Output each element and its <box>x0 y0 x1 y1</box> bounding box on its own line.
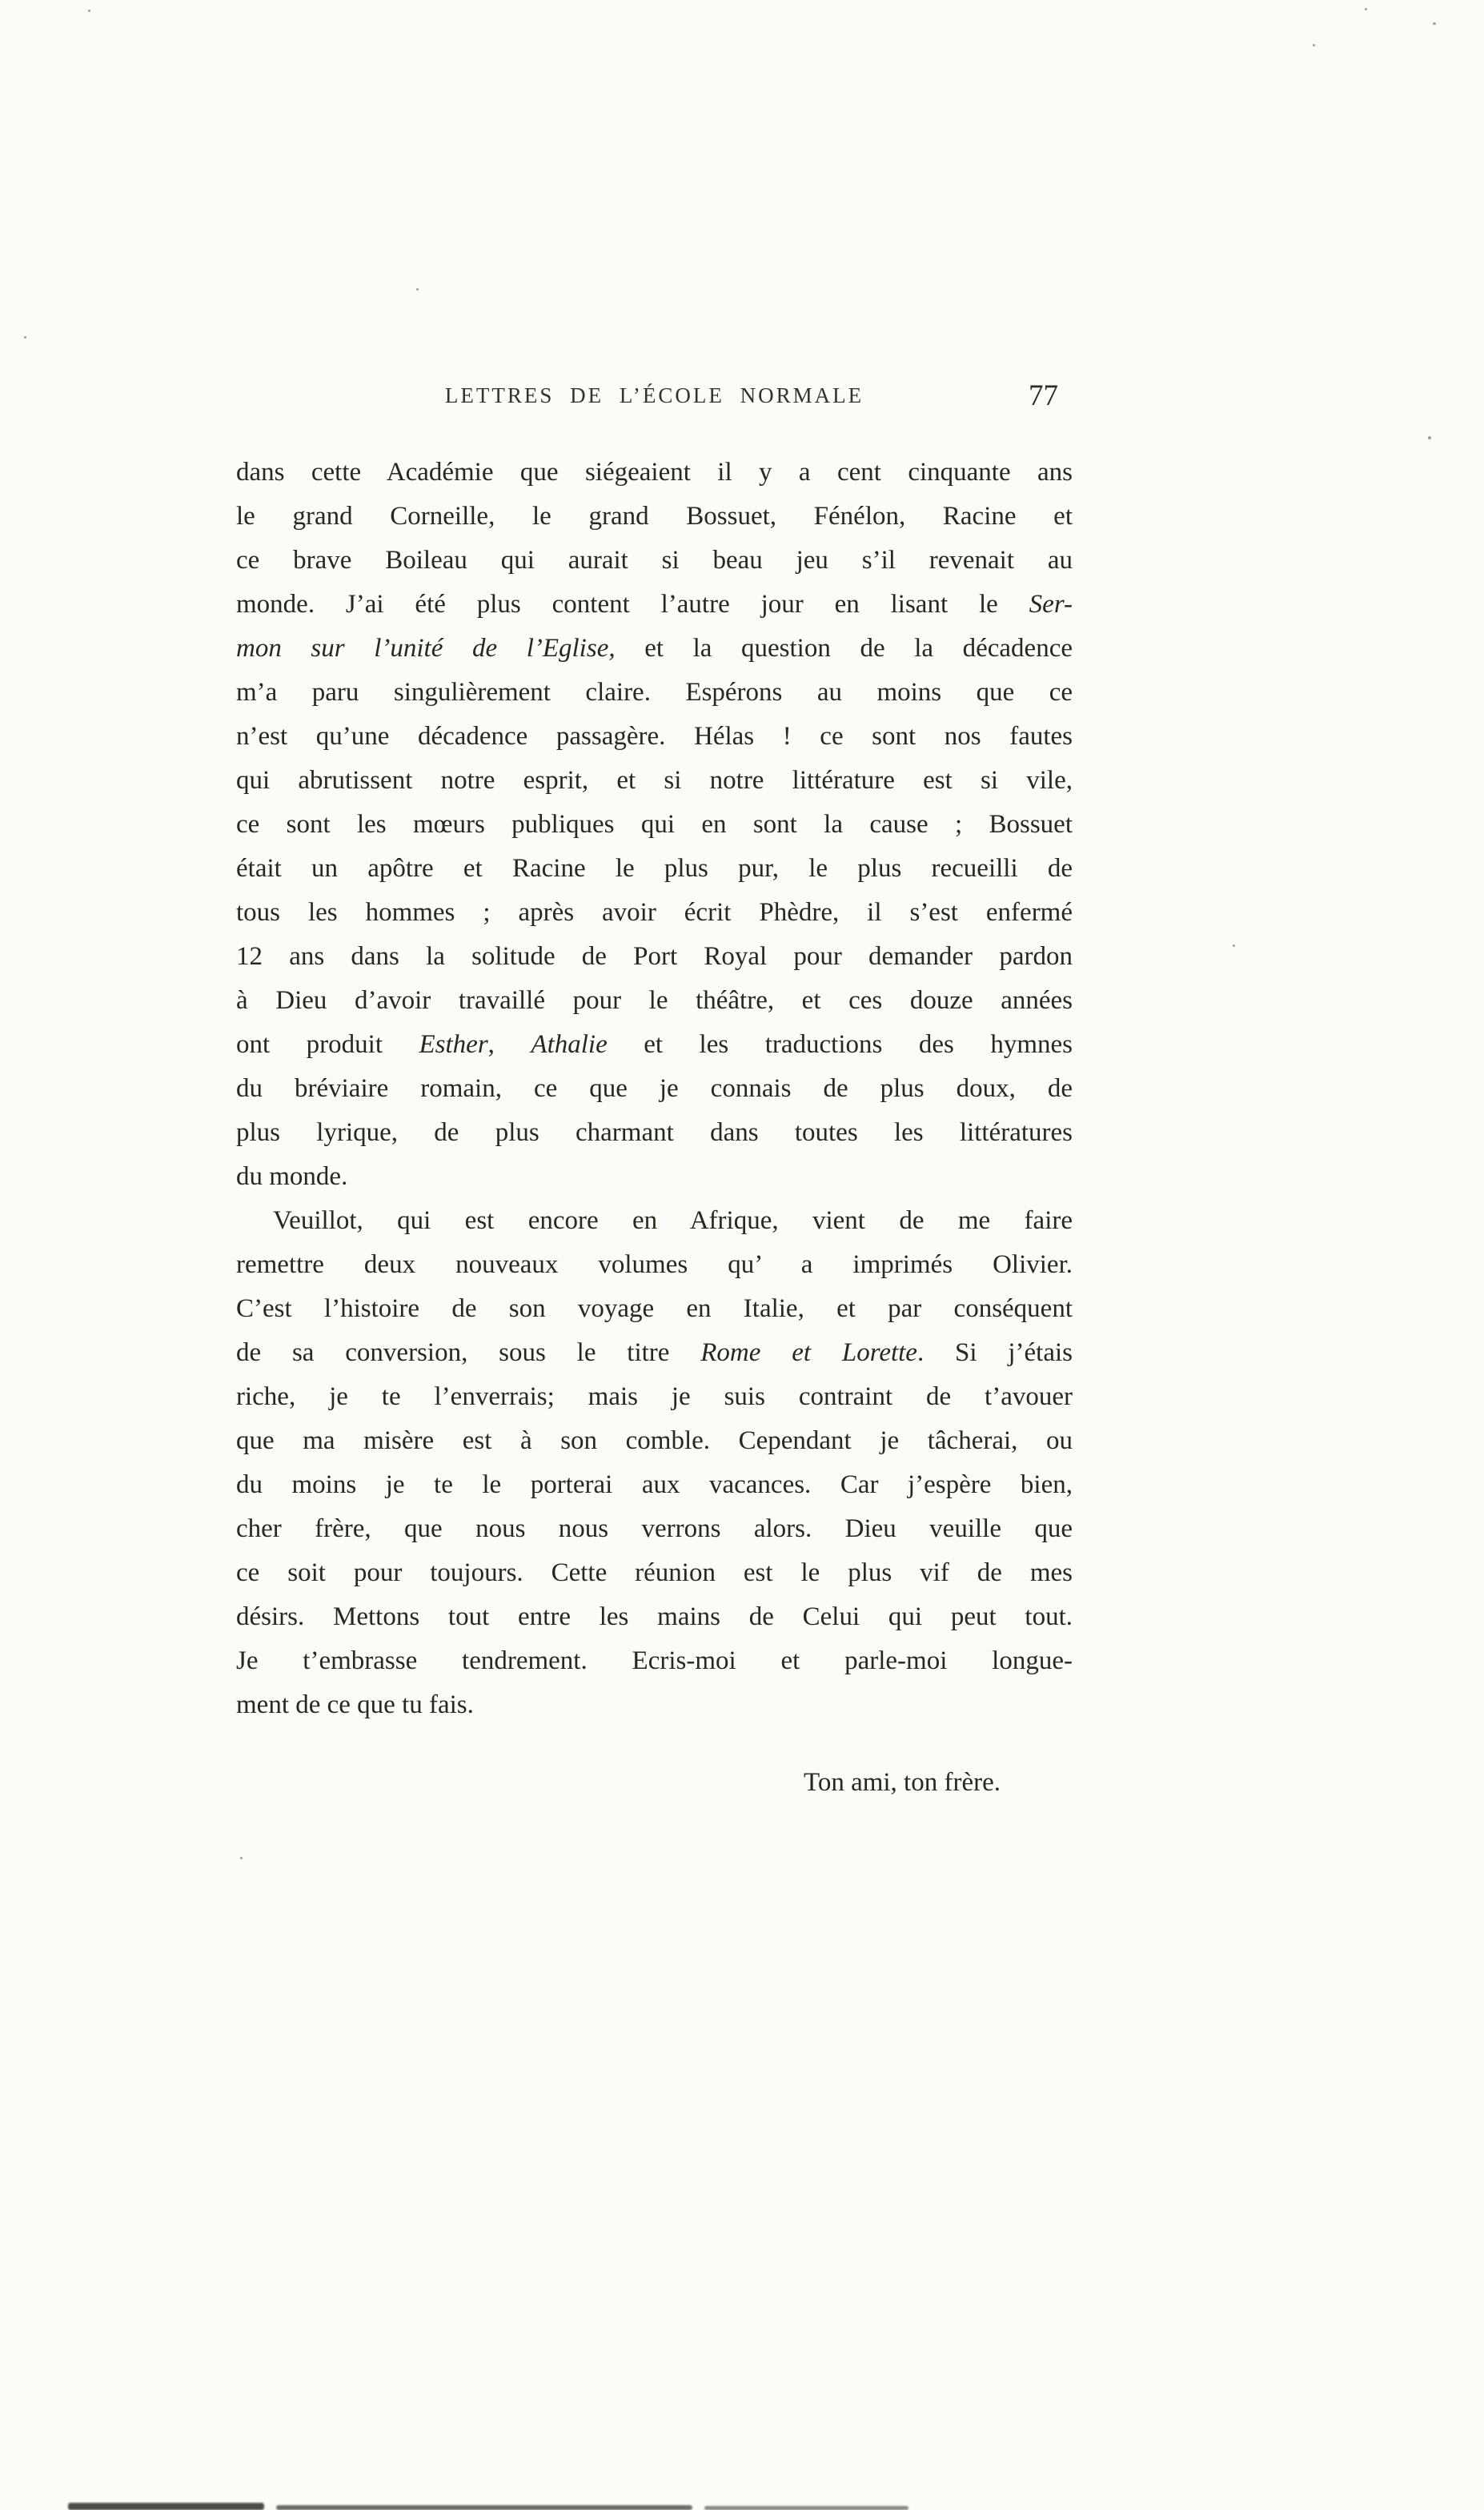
italic-text: Athalie <box>531 1030 608 1059</box>
italic-text: Ser- <box>1029 590 1073 619</box>
body-text: ce sont les mœurs publiques qui en sont la cause ; Bossuet <box>236 810 1073 839</box>
body-text: . Si j’étais <box>916 1338 1073 1367</box>
text-line <box>236 1551 1073 1595</box>
text-line <box>236 583 1073 627</box>
body-text: et la question de la décadence <box>615 634 1073 663</box>
body-text: ce brave Boileau qui aurait si beau jeu s’il revenait au <box>236 546 1073 575</box>
text-line <box>236 1507 1073 1551</box>
body-text: Veuillot, qui est encore en Afrique, vient de me faire <box>273 1206 1073 1235</box>
text-line <box>236 847 1073 891</box>
text-line <box>236 1463 1073 1507</box>
body-text: désirs. Mettons tout entre les mains de Celui qui peut tout. <box>236 1602 1073 1631</box>
text-line <box>236 935 1073 979</box>
body-text: du bréviaire romain, ce que je connais de plus doux, de <box>236 1074 1073 1103</box>
text-line <box>236 1595 1073 1639</box>
text-line <box>236 1155 1073 1199</box>
body-text: qui abrutissent notre esprit, et si notre littérature est si vile, <box>236 766 1073 795</box>
scan-speck <box>88 10 90 12</box>
body-text: monde. J’ai été plus content l’autre jour en lisant le <box>236 590 1029 619</box>
text-line <box>236 1067 1073 1111</box>
text-line <box>236 539 1073 583</box>
text-line <box>236 715 1073 759</box>
text-line <box>236 759 1073 803</box>
body-text: à Dieu d’avoir travaillé pour le théâtre, et ces douze années <box>236 986 1073 1015</box>
body-text: riche, je te l’enverrais; mais je suis contraint de t’avouer <box>236 1382 1073 1411</box>
scan-speck <box>1433 22 1436 25</box>
scan-speck <box>1428 436 1431 439</box>
scan-smudge <box>276 2505 692 2510</box>
body-text: cher frère, que nous nous verrons alors. Dieu veuille que <box>236 1514 1073 1543</box>
text-line <box>236 1683 1073 1727</box>
body-text: et les traductions des hymnes <box>607 1030 1073 1059</box>
body-text: m’a paru singulièrement claire. Espérons au moins que ce <box>236 678 1073 707</box>
text-line <box>236 1287 1073 1331</box>
body-text: remettre deux nouveaux volumes qu’ a imprimés Olivier. <box>236 1250 1073 1279</box>
page-number: 77 <box>1029 379 1058 412</box>
body-text: , <box>487 1030 531 1059</box>
scan-speck <box>1313 44 1315 46</box>
body-text: dans cette Académie que siégeaient il y a cent cinquante ans <box>236 458 1073 487</box>
body-text: ce soit pour toujours. Cette réunion est le plus vif de mes <box>236 1558 1073 1587</box>
scan-speck <box>416 288 419 291</box>
running-title: LETTRES DE L’ÉCOLE NORMALE <box>444 383 864 407</box>
body-text: n’est qu’une décadence passagère. Hélas ! ce sont nos fautes <box>236 722 1073 751</box>
text-line <box>236 1639 1073 1683</box>
body-text: C’est l’histoire de son voyage en Italie, et par conséquent <box>236 1294 1073 1323</box>
text-line <box>236 891 1073 935</box>
text-block <box>236 451 1073 1727</box>
body-text: plus lyrique, de plus charmant dans toutes les littératures <box>236 1118 1073 1147</box>
text-line <box>236 979 1073 1023</box>
italic-text: Rome et Lorette <box>700 1338 917 1367</box>
text-line <box>236 1023 1073 1067</box>
text-line <box>236 671 1073 715</box>
text-line <box>236 1243 1073 1287</box>
body-text: ment de ce que tu fais. <box>236 1690 474 1719</box>
body-text: ont produit <box>236 1030 419 1059</box>
text-line <box>236 1199 1073 1243</box>
text-line <box>236 1419 1073 1463</box>
body-text: 12 ans dans la solitude de Port Royal pour demander pardon <box>236 942 1073 971</box>
scan-smudge <box>68 2503 264 2510</box>
text-line <box>236 1111 1073 1155</box>
body-text: de sa conversion, sous le titre <box>236 1338 701 1367</box>
body-text: du moins je te le porterai aux vacances. Car j’espère bien, <box>236 1470 1073 1499</box>
scan-speck <box>240 1857 243 1859</box>
body-text: que ma misère est à son comble. Cependant je tâcherai, ou <box>236 1426 1073 1455</box>
closing-line: Ton ami, ton frère. <box>803 1768 1001 1797</box>
text-line <box>236 451 1073 495</box>
body-text: du monde. <box>236 1162 348 1191</box>
text-column <box>236 379 1073 1805</box>
body-text: Je t’embrasse tendrement. Ecris-moi et parle-moi longue- <box>236 1646 1073 1675</box>
text-line <box>236 1375 1073 1419</box>
body-text: tous les hommes ; après avoir écrit Phèdre, il s’est enfermé <box>236 898 1073 927</box>
scan-speck <box>1233 944 1235 947</box>
scan-speck <box>1365 8 1367 10</box>
italic-text: mon sur l’unité de l’Eglise, <box>236 634 616 663</box>
body-text: était un apôtre et Racine le plus pur, le plus recueilli de <box>236 854 1073 883</box>
text-line <box>236 1331 1073 1375</box>
scan-smudge <box>704 2506 908 2510</box>
italic-text: Esther <box>419 1030 488 1059</box>
scan-speck <box>24 336 26 339</box>
text-line <box>236 803 1073 847</box>
text-line <box>236 495 1073 539</box>
text-line <box>236 627 1073 671</box>
running-header <box>236 379 1073 419</box>
body-text: le grand Corneille, le grand Bossuet, Fénélon, Racine et <box>236 502 1073 531</box>
